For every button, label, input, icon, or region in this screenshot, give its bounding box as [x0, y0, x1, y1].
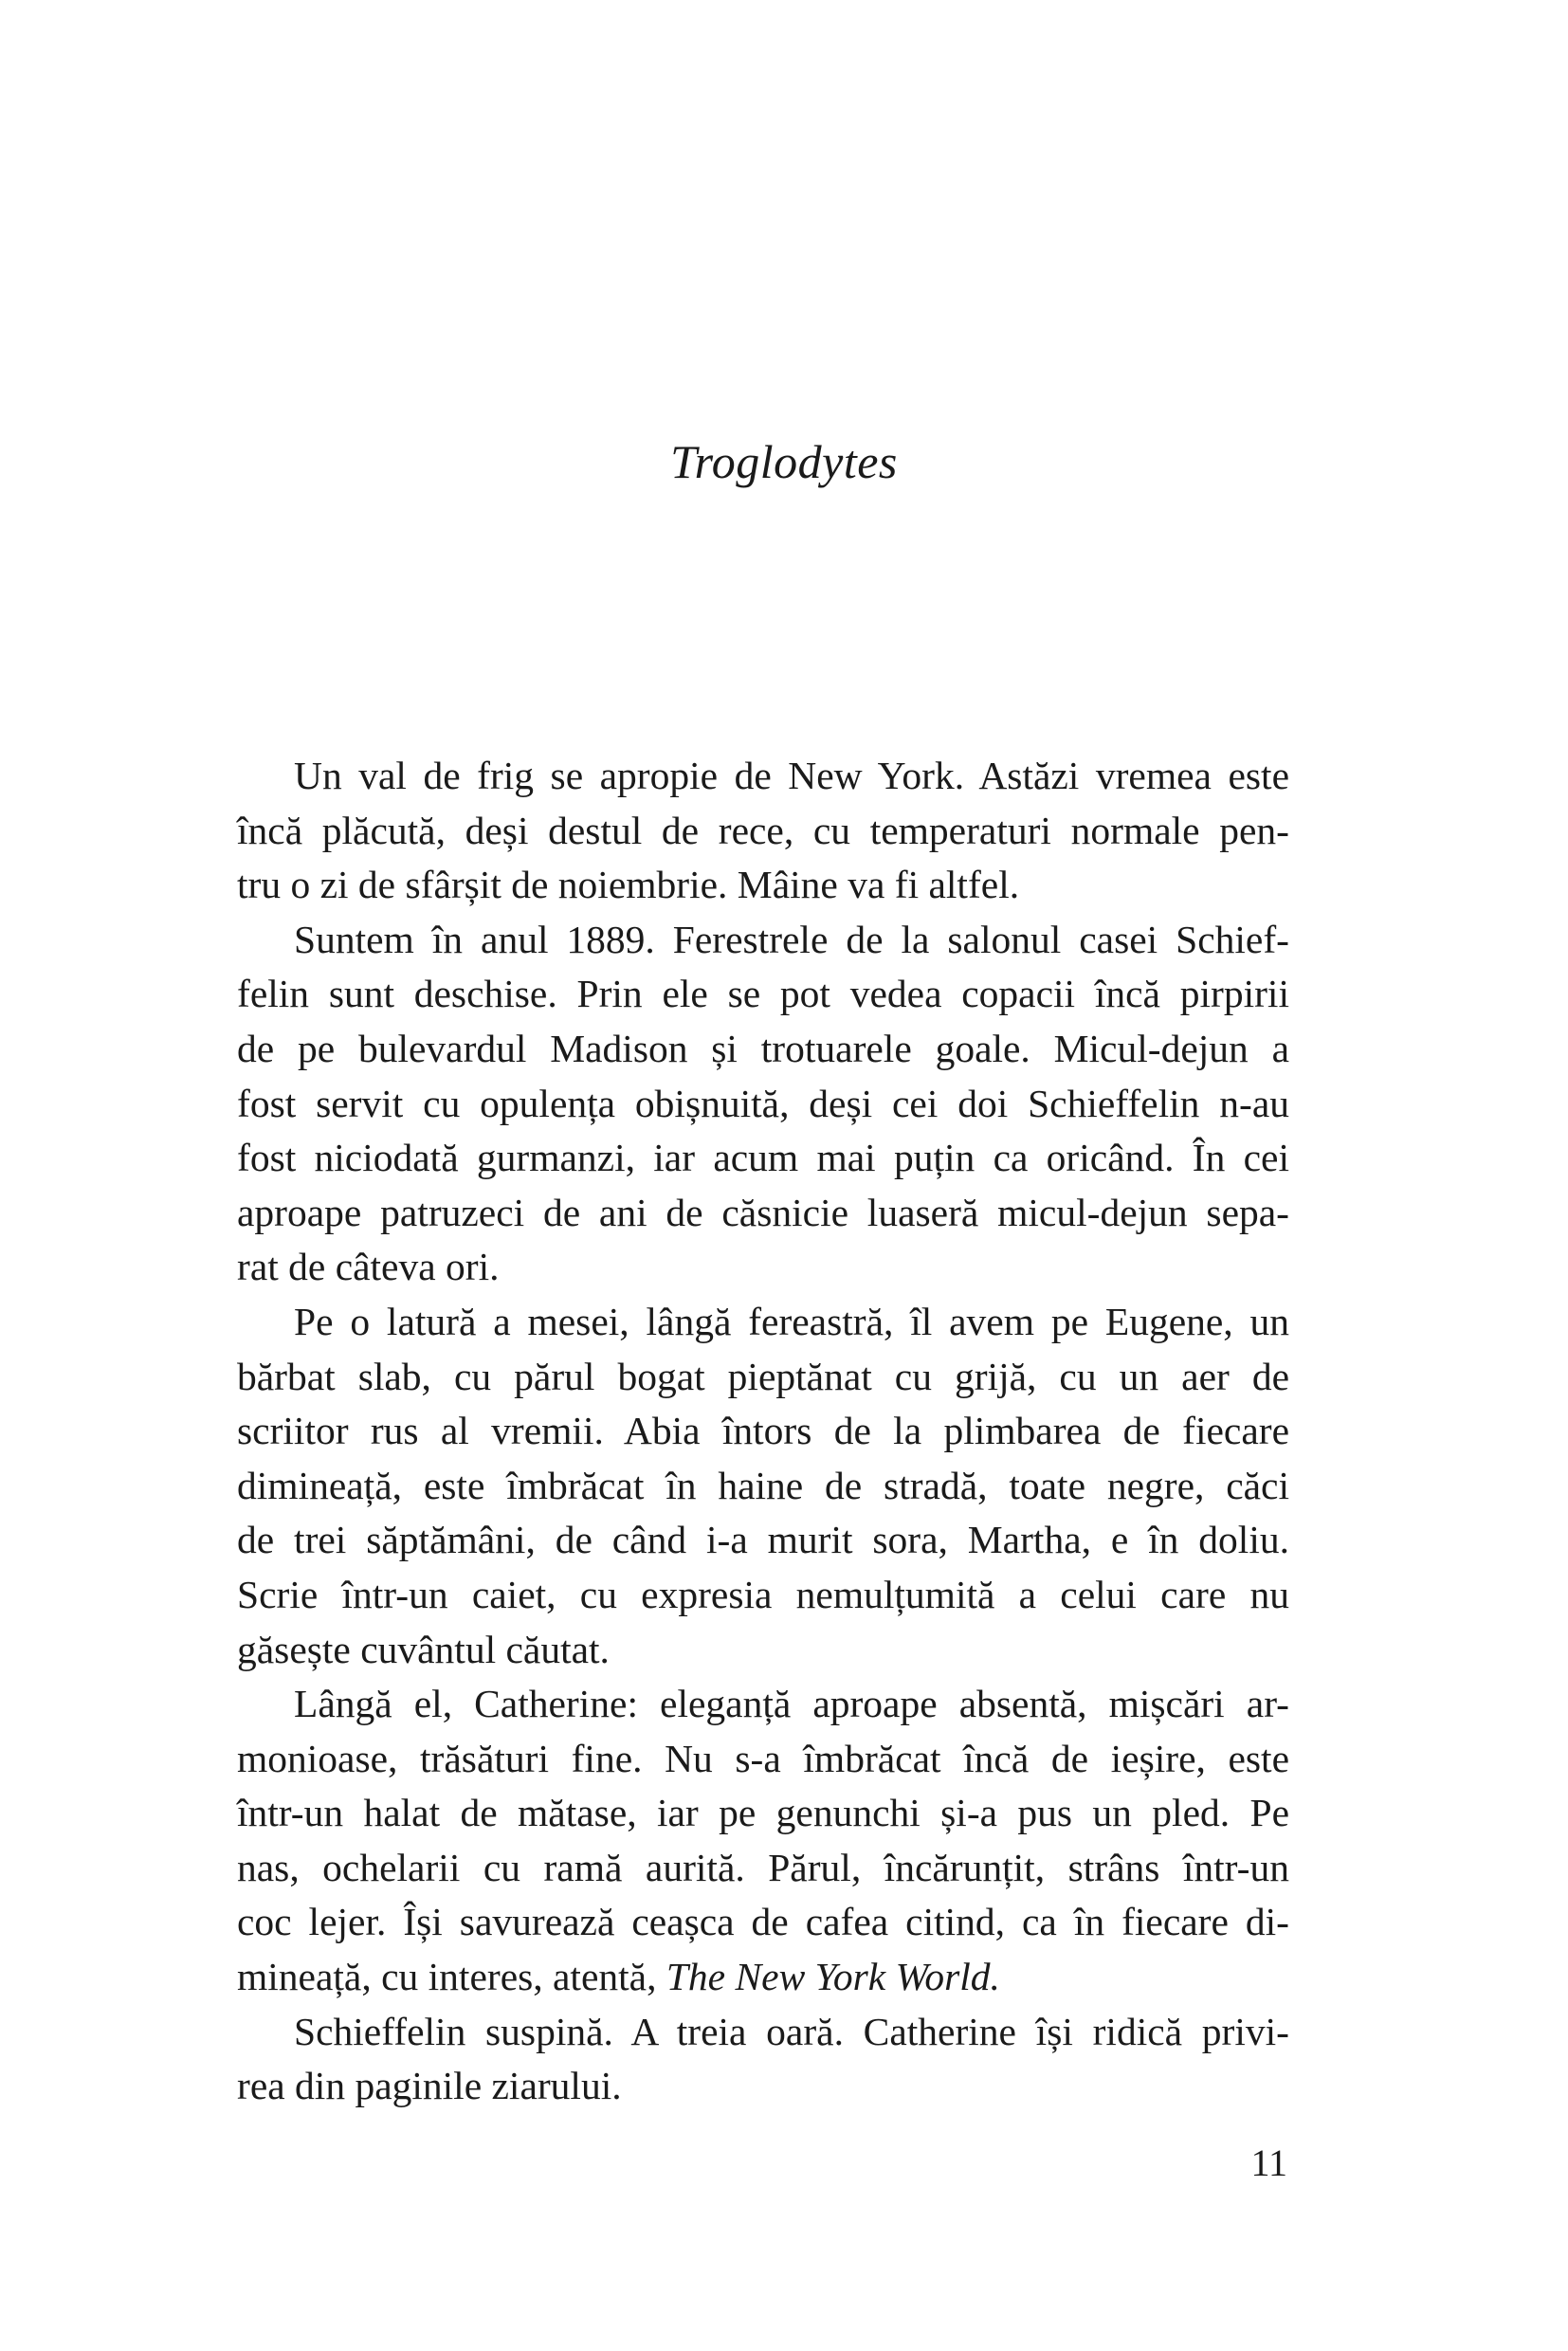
text-line: [237, 1950, 1289, 2005]
text-line: rat de câteva ori.: [237, 1245, 500, 1289]
text-line: aproape patruzeci de ani de căsnicie luaseră micul-dejun sepa-: [237, 1190, 1289, 1234]
text-line: Un val de frig se apropie de New York. Astăzi vremea este: [294, 754, 1289, 797]
text-line: Schieffelin suspină. A treia oară. Catherine își ridică privi-: [294, 2009, 1289, 2053]
text-fragment: mineață, cu interes, atentă,: [237, 1955, 666, 1999]
paragraph: [237, 1295, 1289, 1677]
text-line: coc lejer. Își savurează ceașca de cafea citind, ca în fiecare di-: [237, 1900, 1289, 1944]
text-line: încă plăcută, deși destul de rece, cu temperaturi normale pen-: [237, 808, 1289, 852]
text-line: tru o zi de sfârșit de noiembrie. Mâine va fi altfel.: [237, 863, 1020, 907]
text-line: dimineață, este îmbrăcat în haine de stradă, toate negre, căci: [237, 1463, 1289, 1507]
text-line: monioase, trăsături fine. Nu s-a îmbrăcat încă de ieșire, este: [237, 1736, 1289, 1780]
text-line: felin sunt deschise. Prin ele se pot vedea copacii încă pirpirii: [237, 972, 1289, 1016]
text-line: găsește cuvântul căutat.: [237, 1627, 610, 1671]
text-line: bărbat slab, cu părul bogat pieptănat cu grijă, cu un aer de: [237, 1354, 1289, 1398]
text-line: fost niciodată gurmanzi, iar acum mai puțin ca oricând. În cei: [237, 1136, 1289, 1180]
text-line: scriitor rus al vremii. Abia întors de la plimbarea de fiecare: [237, 1409, 1289, 1453]
text-line: nas, ochelarii cu ramă aurită. Părul, încărunțit, strâns într-un: [237, 1845, 1289, 1889]
page-number: 11: [1250, 2141, 1287, 2184]
body-text: [237, 749, 1289, 2114]
text-line: rea din paginile ziarului.: [237, 2064, 622, 2108]
paragraph: [237, 749, 1289, 913]
paragraph: [237, 913, 1289, 1295]
newspaper-title: The New York World.: [665, 1955, 1000, 1999]
text-line: Suntem în anul 1889. Ferestrele de la salonul casei Schief-: [294, 917, 1289, 961]
text-line: într-un halat de mătase, iar pe genunchi și-a pus un pled. Pe: [237, 1791, 1289, 1835]
paragraph: [237, 2005, 1289, 2114]
chapter-title: Troglodytes: [670, 435, 898, 488]
text-line: de pe bulevardul Madison și trotuarele goale. Micul-dejun a: [237, 1026, 1289, 1070]
text-line: Scrie într-un caiet, cu expresia nemulțumită a celui care nu: [237, 1572, 1289, 1616]
text-line: Pe o latură a mesei, lângă fereastră, îl avem pe Eugene, un: [294, 1299, 1289, 1343]
paragraph: [237, 1677, 1289, 2005]
text-line: Lângă el, Catherine: eleganță aproape absentă, mișcări ar-: [294, 1682, 1289, 1726]
text-line: fost servit cu opulența obișnuită, deși cei doi Schieffelin n-au: [237, 1081, 1289, 1125]
text-line: de trei săptămâni, de când i-a murit sora, Martha, e în doliu.: [237, 1518, 1289, 1562]
